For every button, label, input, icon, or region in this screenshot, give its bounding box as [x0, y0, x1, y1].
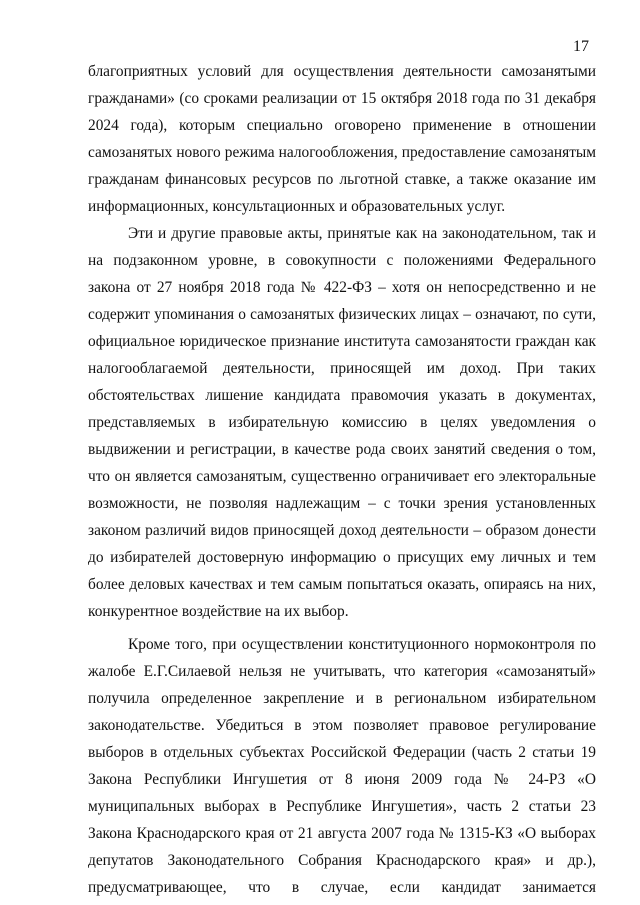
paragraph-regional-legislation: Кроме того, при осуществлении конституционного нормоконтроля по жалобе Е.Г.Силаевой нельзя не учитывать, что категория «самозанятый» получила определенное закрепление и в региональном избирательном законодательстве. Убедиться в этом позволяет правовое регулирование выборов в отдельных субъектах Российской Федерации (часть 2 статьи 19 Закона Республики Ингушетия от 8 июня 2009 года № 24-РЗ «О муниципальных выборах в Республике Ингушетия», часть 2 статьи 23 Закона Краснодарского края от 21 августа 2007 года № 1315-КЗ «О выборах депутатов Законодательного Собрания Краснодарского края» и др.), предусматривающее, что в случае, если кандидат занимается — [88, 636, 596, 896]
paragraph-legal-acts: Эти и другие правовые акты, принятые как на законодательном, так и на подзаконном уровне, в совокупности с положениями Федерального закона от 27 ноября 2018 года № 422-ФЗ – хотя он непосредственно и не содержит упоминания о самозанятых физических лицах – означают, по сути, официальное юридическое признание института самозанятости граждан как налогооблагаемой деятельности, приносящей им доход. При таких обстоятельствах лишение кандидата правомочия указать в документах, представляемых в избирательную комиссию в целях уведомления о выдвижении и регистрации, в качестве рода своих занятий сведения о том, что он является самозанятым, существенно ограничивает его электоральные возможности, не позволяя надлежащим – с точки зрения установленных законом различий видов приносящей доход деятельности – образом донести до избирателей достоверную информацию о присущих ему личных и тем более деловых качествах и тем самым попытаться оказать, опираясь на них, конкурентное воздействие на их выбор. — [88, 225, 596, 620]
page-number: 17 — [573, 38, 589, 55]
document-body — [88, 58, 596, 901]
paragraph-continuation: благоприятных условий для осуществления деятельности самозанятыми гражданами» (со сроками реализации от 15 октября 2018 года по 31 декабря 2024 года), которым специально оговорено применение в отношении самозанятых нового режима налогообложения, предоставление самозанятым гражданам финансовых ресурсов по льготной ставке, а также оказание им информационных, консультационных и образовательных услуг. — [88, 63, 596, 215]
